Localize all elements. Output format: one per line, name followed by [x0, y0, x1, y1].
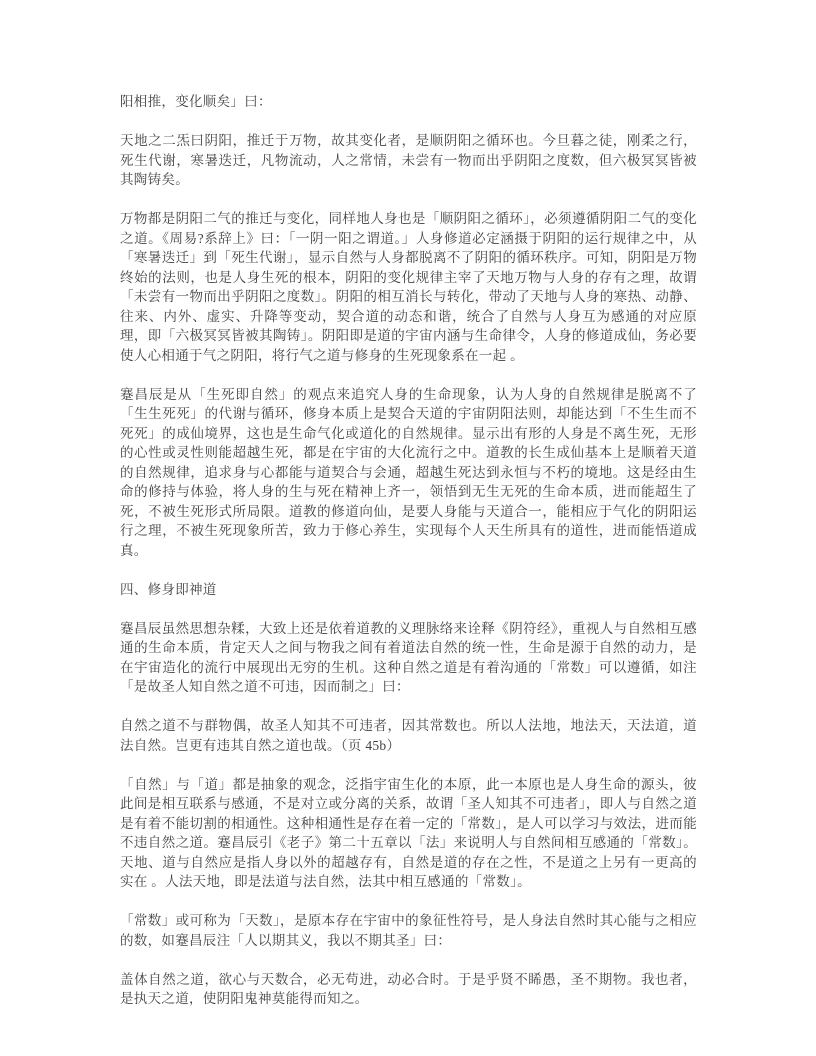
block-quote: 天地之二炁曰阴阳，推迁于万物，故其变化者，是顺阴阳之循环也。今旦暮之徒，刚柔之行，死生代谢，寒暑迭迁，凡物流动，人之常情，未尝有一物而出乎阴阳之度数，但六极冥冥皆被其陶铸矣。 — [120, 133, 697, 187]
paragraph-continuation: 阳相推，变化顺矣」曰： — [120, 94, 272, 109]
paragraph: 万物都是阴阳二气的推迁与变化，同样地人身也是「顺阴阳之循环」，必须遵循阴阳二气的变化之道。《周易?系辞上》曰：「一阴一阳之谓道。」人身修道必定涵摄于阴阳的运行规律之中，从「寒暑迭迁」到「死生代谢」，显示自然与人身都脱离不了阴阳的循环秩序。可知，阴阳是万物终始的法则，也是人身生死的根本，阴阳的变化规律主宰了天地万物与人身的存有之理，故谓「未尝有一物而出乎阴阳之度数」。阴阳的相互消长与转化，带动了天地与人身的寒热、动静、往来、内外、虚实、升降等变动，契合道的动态和谐，统合了自然与人身互为感通的对应原理，即「六极冥冥皆被其陶铸」。阴阳即是道的宇宙内涵与生命律令，人身的修道成仙，务必要使人心相通于气之阴阳，将行气之道与修身的生死现象系在一起 。 — [120, 211, 697, 363]
paragraph: 「自然」与「道」都是抽象的观念，泛指宇宙生化的本原，此一本原也是人身生命的源头，彼此间是相互联系与感通，不是对立或分离的关系，故谓「圣人知其不可违者」，即人与自然之道是有着不能切割的相通性。这种相通性是存在着一定的「常数」，是人可以学习与效法，进而能不违自然之道。蹇昌辰引《老子》第二十五章以「法」来说明人与自然间相互感通的「常数」。天地、道与自然应是指人身以外的超越存有，自然是道的存在之性，不是道之上另有一更高的实在 。人法天地，即是法道与法自然，法其中相互感通的「常数」。 — [120, 776, 697, 889]
block-quote: 盖体自然之道，欲心与天数合，必无苟进，动必合时。于是乎贤不睎愚，圣不期物。我也者，是执天之道，使阴阳鬼神莫能得而知之。 — [120, 971, 697, 1006]
paragraph: 「常数」或可称为「天数」，是原本存在宇宙中的象征性符号，是人身法自然时其心能与之相应的数，如蹇昌辰注「人以期其义，我以不期其圣」曰： — [120, 913, 697, 948]
block-quote: 自然之道不与群物偶，故圣人知其不可违者，因其常数也。所以人法地，地法天，天法道，道法自然。岂更有违其自然之道也哉。（页 45b） — [120, 718, 697, 753]
paragraph: 蹇昌辰虽然思想杂糅，大致上还是依着道教的义理脉络来诠释《阴符经》，重视人与自然相互感通的生命本质，肯定天人之间与物我之间有着道法自然的统一性，生命是源于自然的动力，是在宇宙造化的流行中展现出无穷的生机。这种自然之道是有着沟通的「常数」可以遵循，如注「是故圣人知自然之道不可违，因而制之」曰： — [120, 620, 697, 694]
paragraph: 蹇昌辰是从「生死即自然」的观点来追究人身的生命现象，认为人身的自然规律是脱离不了「生生死死」的代谢与循环，修身本质上是契合天道的宇宙阴阳法则，却能达到「不生生而不死死」的成仙境界，这也是生命气化或道化的自然规律。显示出有形的人身是不离生死，无形的心性或灵性则能超越生死，都是在宇宙的大化流行之中。道教的长生成仙基本上是顺着天道的自然规律，追求身与心都能与道契合与会通，超越生死达到永恒与不朽的境地。这是经由生命的修持与体验，将人身的生与死在精神上齐一，领悟到无生无死的生命本质，进而能超生了死，不被生死形式所局限。道教的修道向仙，是要人身能与天道合一，能相应于气化的阴阳运行之理，不被生死现象所苦，致力于修心养生，实现每个人天生所具有的道性，进而能悟道成真。 — [120, 386, 697, 558]
section-heading: 四、修身即神道 — [120, 581, 217, 597]
